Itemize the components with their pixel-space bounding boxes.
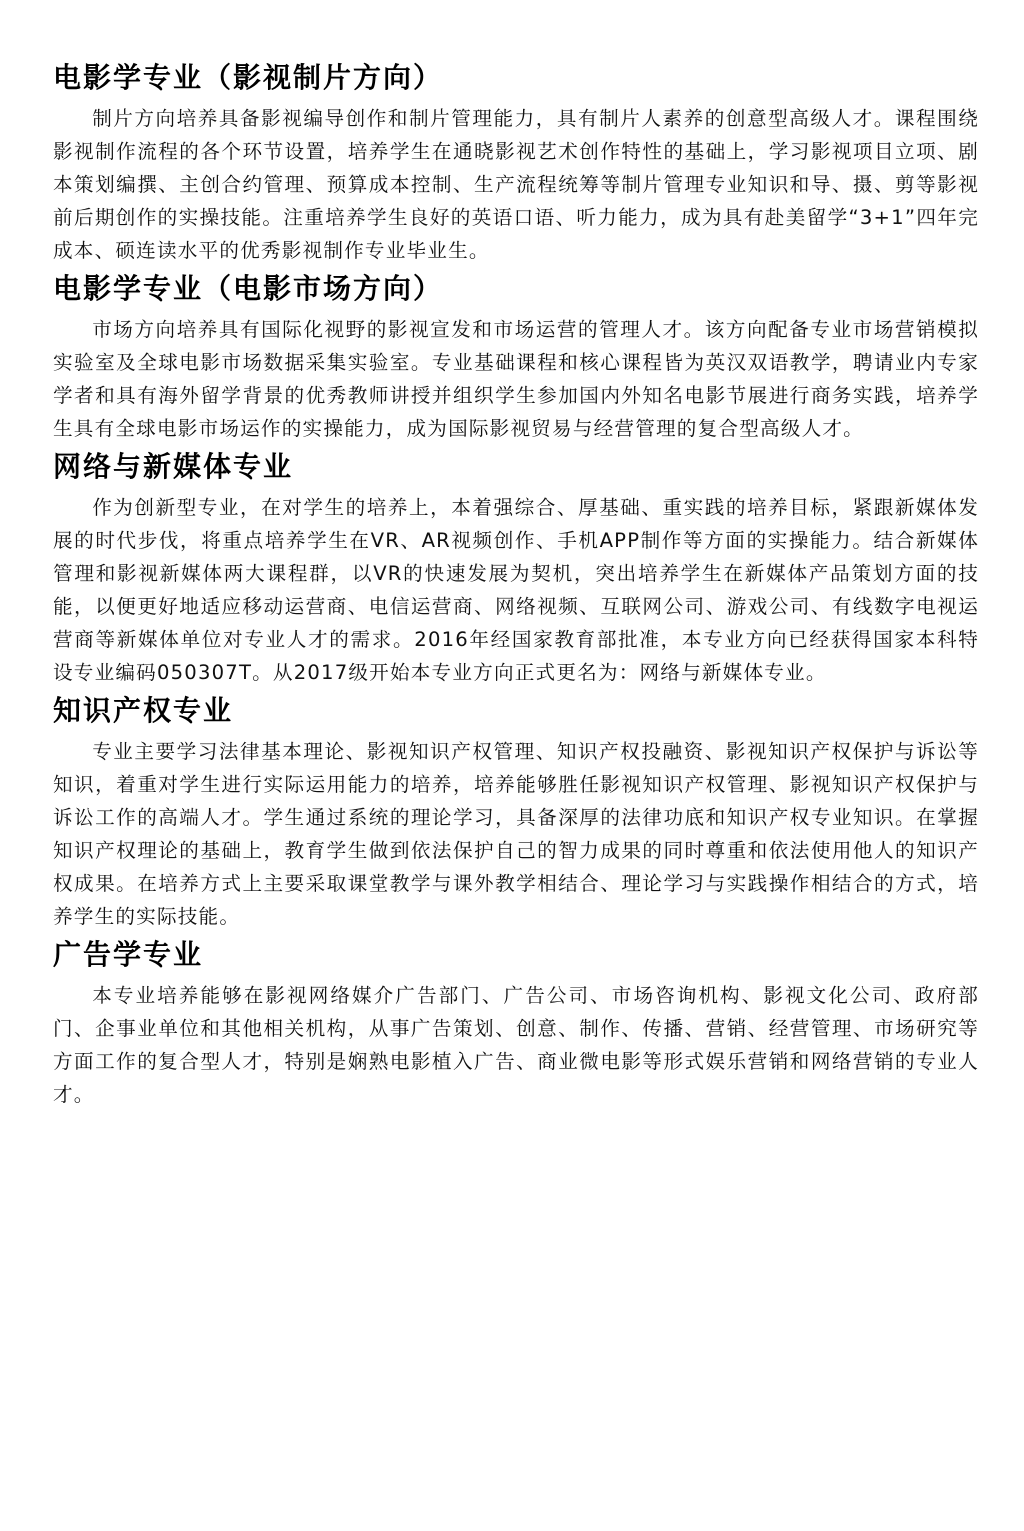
- section-title: 知识产权专业: [53, 694, 234, 727]
- section-title: 电影学专业（影视制片方向）: [53, 61, 444, 94]
- section-body: 专业主要学习法律基本理论、影视知识产权管理、知识产权投融资、影视知识产权保护与诉讼等知识，着重对学生进行实际运用能力的培养，培养能够胜任影视知识产权管理、影视知识产权保护与诉讼工作的高端人才。学生通过系统的理论学习，具备深厚的法律功底和知识产权专业知识。在掌握知识产权理论的基础上，教育学生做到依法保护自己的智力成果的同时尊重和依法使用他人的知识产权成果。在培养方式上主要采取课堂教学与课外教学相结合、理论学习与实践操作相结合的方式，培养学生的实际技能。: [53, 740, 979, 928]
- section-film-production: [53, 58, 979, 267]
- section-title: 网络与新媒体专业: [53, 450, 294, 483]
- section-intellectual-property: [53, 691, 979, 933]
- section-film-market: [53, 269, 979, 445]
- section-body: 本专业培养能够在影视网络媒介广告部门、广告公司、市场咨询机构、影视文化公司、政府部门、企事业单位和其他相关机构，从事广告策划、创意、制作、传播、营销、经营管理、市场研究等方面工作的复合型人才，特别是娴熟电影植入广告、商业微电影等形式娱乐营销和网络营销的专业人才。: [53, 984, 979, 1106]
- section-advertising: [53, 935, 979, 1111]
- section-new-media: [53, 447, 979, 689]
- section-body: 市场方向培养具有国际化视野的影视宣发和市场运营的管理人才。该方向配备专业市场营销模拟实验室及全球电影市场数据采集实验室。专业基础课程和核心课程皆为英汉双语教学，聘请业内专家学者和具有海外留学背景的优秀教师讲授并组织学生参加国内外知名电影节展进行商务实践，培养学生具有全球电影市场运作的实操能力，成为国际影视贸易与经营管理的复合型高级人才。: [53, 318, 979, 440]
- section-body: 作为创新型专业，在对学生的培养上，本着强综合、厚基础、重实践的培养目标，紧跟新媒体发展的时代步伐，将重点培养学生在VR、AR视频创作、手机APP制作等方面的实操能力。结合新媒体管理和影视新媒体两大课程群，以VR的快速发展为契机，突出培养学生在新媒体产品策划方面的技能，以便更好地适应移动运营商、电信运营商、网络视频、互联网公司、游戏公司、有线数字电视运营商等新媒体单位对专业人才的需求。2016年经国家教育部批准，本专业方向已经获得国家本科特设专业编码050307T。从2017级开始本专业方向正式更名为：网络与新媒体专业。: [53, 496, 979, 684]
- section-title: 电影学专业（电影市场方向）: [53, 272, 444, 305]
- section-title: 广告学专业: [53, 938, 204, 971]
- section-body: 制片方向培养具备影视编导创作和制片管理能力，具有制片人素养的创意型高级人才。课程围绕影视制作流程的各个环节设置，培养学生在通晓影视艺术创作特性的基础上，学习影视项目立项、剧本策划编撰、主创合约管理、预算成本控制、生产流程统筹等制片管理专业知识和导、摄、剪等影视前后期创作的实操技能。注重培养学生良好的英语口语、听力能力，成为具有赴美留学“3+1”四年完成本、硕连读水平的优秀影视制作专业毕业生。: [53, 107, 979, 262]
- document-page: [53, 58, 979, 1111]
